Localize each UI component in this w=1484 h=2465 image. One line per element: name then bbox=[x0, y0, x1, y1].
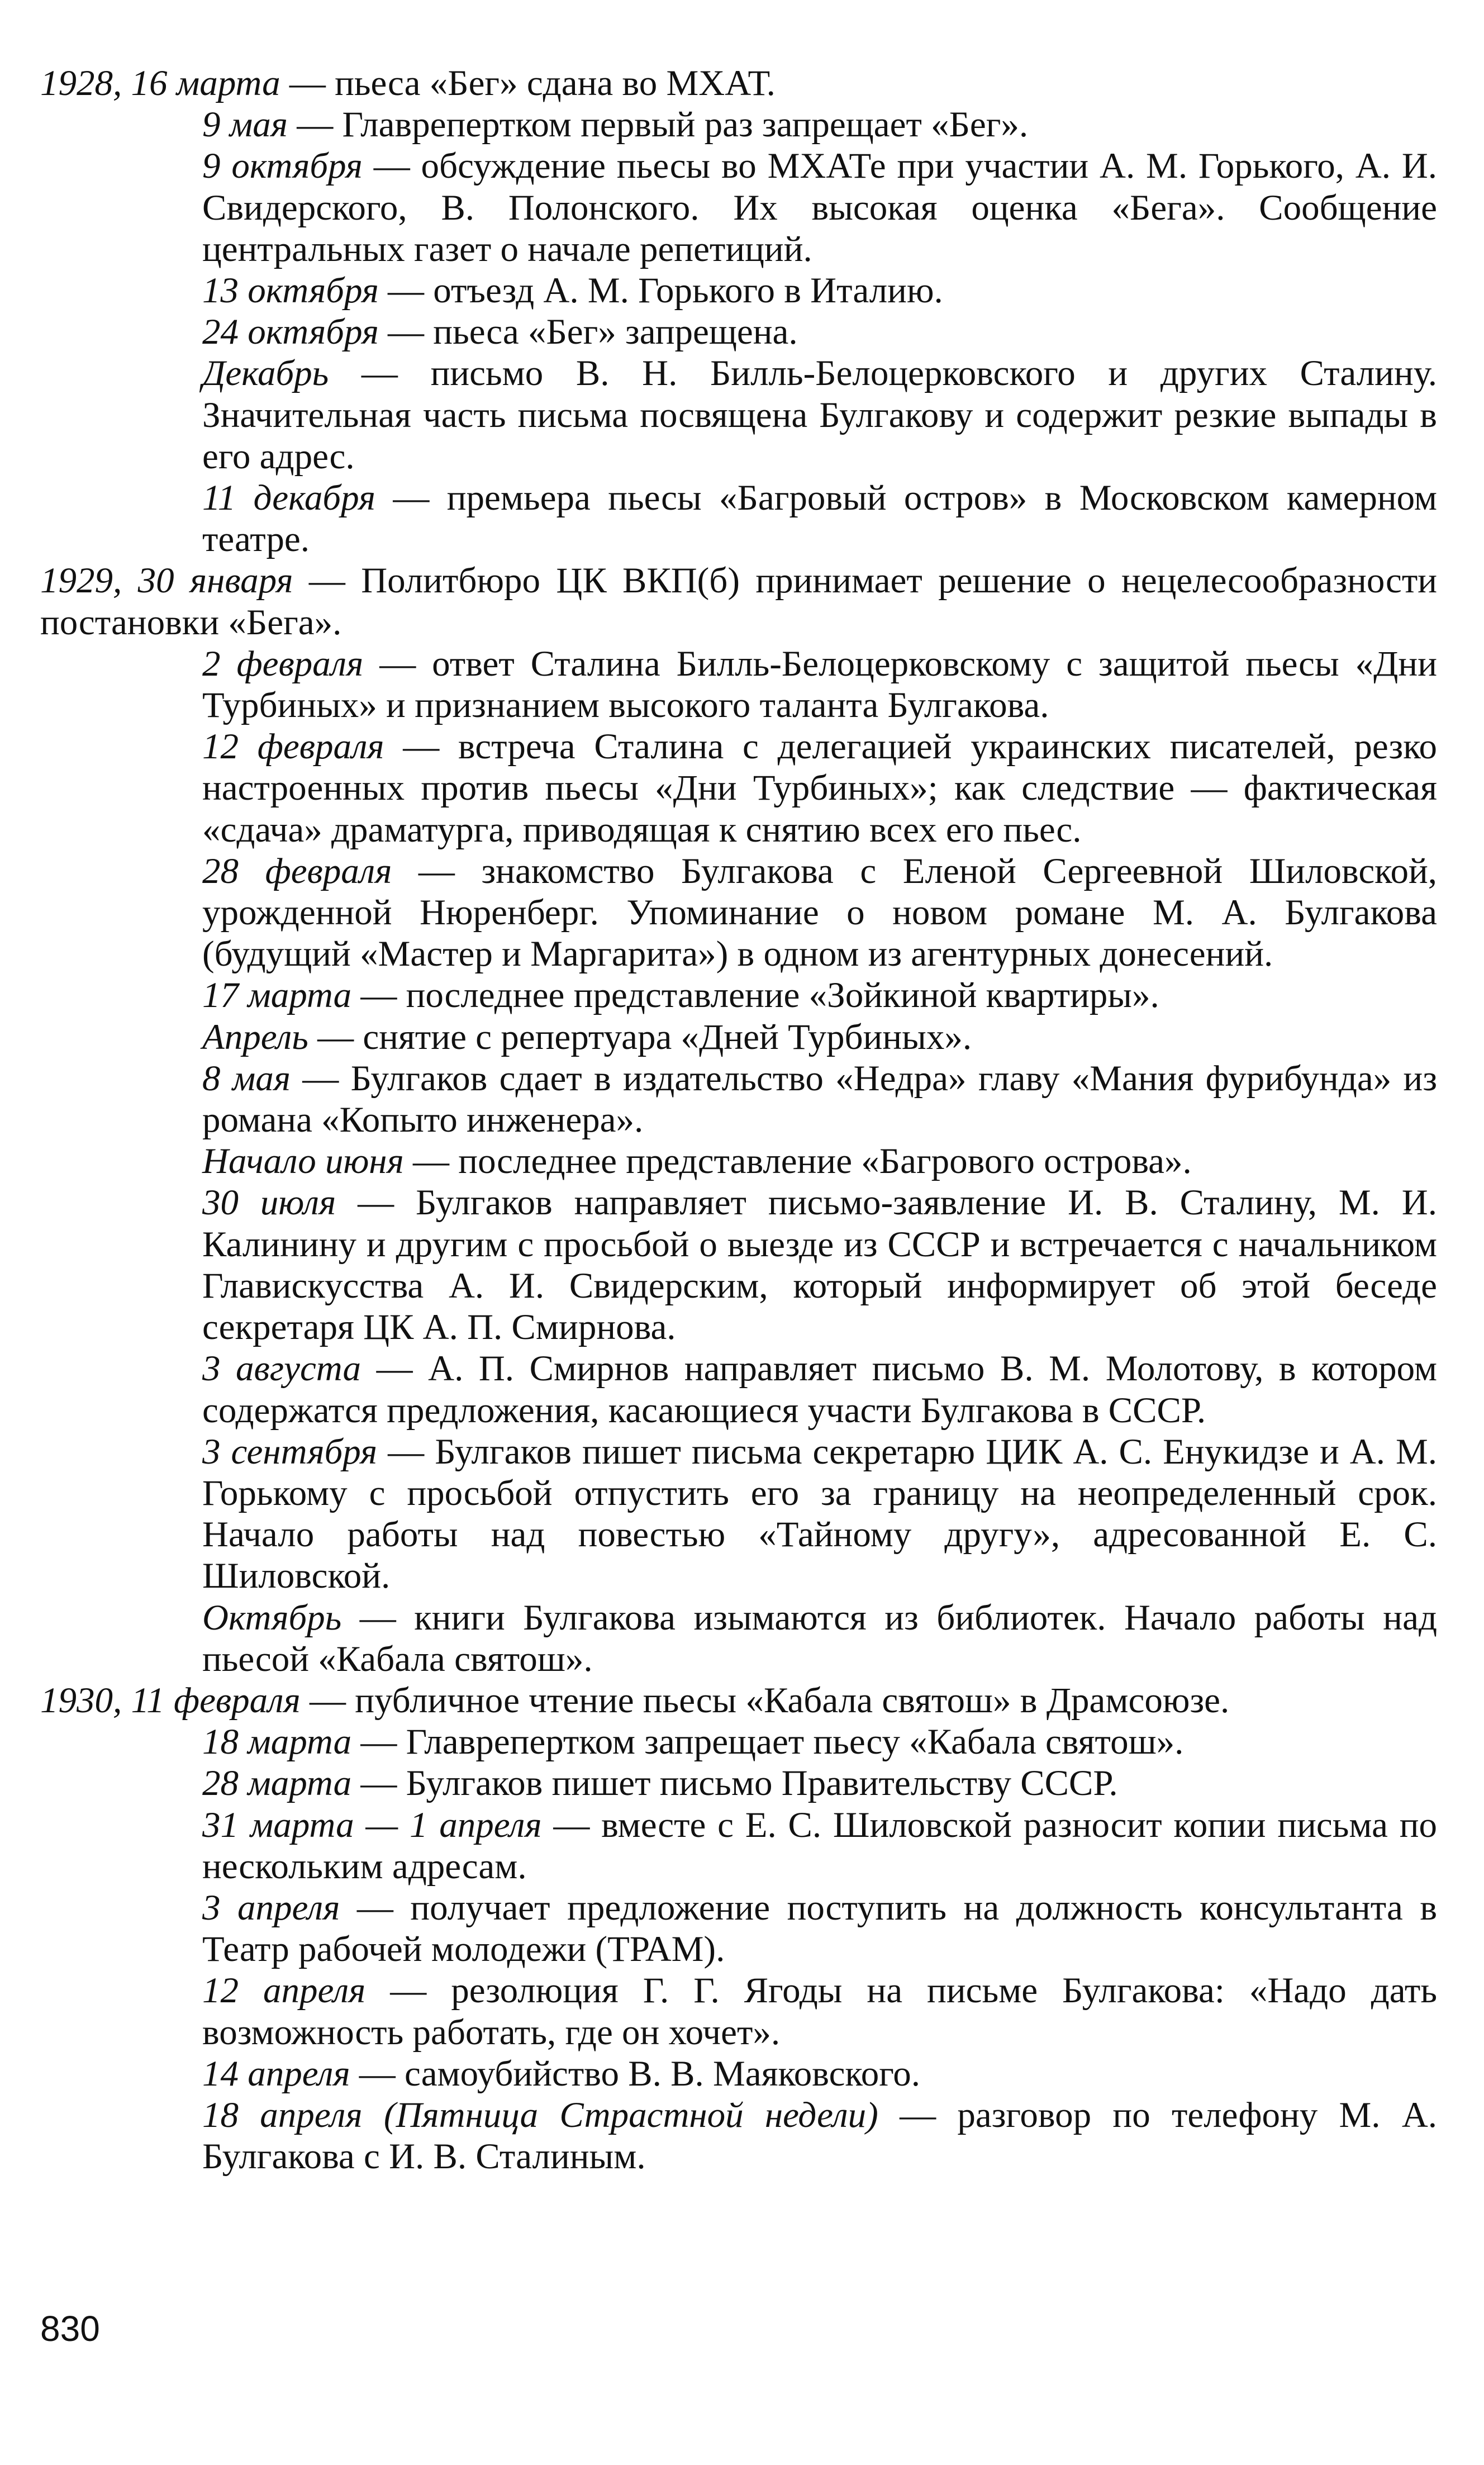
entry-date: 11 декабря bbox=[202, 478, 375, 519]
entry-text: Булгаков сдает в издательство «Недра» главу «Мания фурибунда» из романа «Копыто инженера». bbox=[202, 1058, 1437, 1141]
entry-date: Декабрь bbox=[202, 353, 329, 394]
entry-year: 1928, bbox=[40, 63, 122, 103]
chronology-entry: 11 декабря — премьера пьесы «Багровый остров» в Московском камерном театре. bbox=[202, 478, 1437, 560]
entry-text: пьеса «Бег» запрещена. bbox=[433, 312, 798, 353]
entry-text: премьера пьесы «Багровый остров» в Московском камерном театре. bbox=[202, 478, 1437, 560]
entry-date: 14 апреля bbox=[202, 2053, 350, 2094]
year-block-1929 bbox=[40, 560, 1437, 1679]
entry-date: Октябрь bbox=[202, 1597, 342, 1638]
entry-text: Политбюро ЦК ВКП(б) принимает решение о нецелесообразности постановки «Бега». bbox=[40, 561, 1438, 643]
entry-date: 17 марта bbox=[202, 975, 352, 1016]
entry-text: вместе с Е. С. Шиловской разносит копии письма по нескольким адресам. bbox=[202, 1804, 1437, 1887]
chronology-entry: 30 июля — Булгаков направляет письмо-заявление И. В. Сталину, М. И. Калинину и другим с просьбой о выезде из СССР и встречается с начальником Главискусства А. И. Свидерским, который информирует об этой беседе секретаря ЦК А. П. Смирнова. bbox=[202, 1182, 1437, 1348]
chronology-entry: 8 мая — Булгаков сдает в издательство «Недра» главу «Мания фурибунда» из романа «Копыто инженера». bbox=[202, 1058, 1437, 1141]
chronology-entry: 12 апреля — резолюция Г. Г. Ягоды на письме Булгакова: «Надо дать возможность работать, где он хочет». bbox=[202, 1970, 1437, 2053]
chronology-entry: 9 мая — Главрепертком первый раз запрещает «Бег». bbox=[202, 105, 1029, 145]
entry-text: последнее представление «Багрового острова». bbox=[458, 1141, 1192, 1182]
entry-text: Главрепертком запрещает пьесу «Кабала святош». bbox=[406, 1722, 1184, 1763]
entry-date: 28 февраля bbox=[202, 851, 392, 891]
entry-text: обсуждение пьесы во МХАТе при участии А. М. Горького, А. И. Свидерского, В. Полонского. Их высокая оценка «Бега». Сообщение центральных газет о начале репетиций. bbox=[202, 146, 1438, 269]
chronology-entry: Начало июня — последнее представление «Багрового острова». bbox=[202, 1141, 1192, 1182]
chronology-entry: 31 марта — 1 апреля — вместе с Е. С. Шиловской разносит копии письма по нескольким адресам. bbox=[202, 1804, 1437, 1887]
entry-date: 30 июля bbox=[202, 1182, 336, 1223]
chronology-entry: 24 октября — пьеса «Бег» запрещена. bbox=[202, 312, 798, 353]
entry-date: Начало июня bbox=[202, 1141, 404, 1182]
entry-date: 9 мая bbox=[202, 105, 288, 145]
chronology-entry: 3 августа — А. П. Смирнов направляет письмо В. М. Молотову, в котором содержатся предложения, касающиеся участи Булгакова в СССР. bbox=[202, 1348, 1437, 1431]
entry-text: самоубийство В. В. Маяковского. bbox=[405, 2053, 920, 2094]
entry-date: 28 марта bbox=[202, 1763, 352, 1804]
entry-year: 1929, bbox=[40, 561, 122, 601]
entry-date: 24 октября bbox=[202, 312, 379, 353]
entry-date: 3 апреля bbox=[202, 1887, 340, 1928]
entry-text: резолюция Г. Г. Ягоды на письме Булгакова: «Надо дать возможность работать, где он хочет». bbox=[202, 1970, 1437, 2053]
entry-text: последнее представление «Зойкиной квартиры». bbox=[406, 975, 1159, 1016]
chronology-entry: 28 февраля — знакомство Булгакова с Еленой Сергеевной Шиловской, урожденной Нюренберг. Упоминание о новом романе М. А. Булгакова (будущий «Мастер и Маргарита») в одном из агентурных донесений. bbox=[202, 851, 1437, 975]
entry-text: письмо В. Н. Билль-Белоцерковского и других Сталину. Значительная часть письма посвящена Булгакову и содержит резкие выпады в его адрес. bbox=[202, 353, 1438, 477]
entry-text: Главрепертком первый раз запрещает «Бег». bbox=[342, 105, 1029, 145]
entry-text: Булгаков пишет письма секретарю ЦИК А. С. Енукидзе и А. М. Горькому с просьбой отпустить его за границу на неопределенный срок. Начало работы над повестью «Тайному другу», адресованной Е. С. Шиловской. bbox=[202, 1431, 1438, 1597]
entry-text: Булгаков направляет письмо-заявление И. В. Сталину, М. И. Калинину и другим с просьбой о выезде из СССР и встречается с начальником Главискусства А. И. Свидерским, который информирует об этой беседе секретаря ЦК А. П. Смирнова. bbox=[202, 1182, 1437, 1348]
entry-date: 11 февраля bbox=[131, 1680, 301, 1721]
chronology-entry: Апрель — снятие с репертуара «Дней Турбиных». bbox=[202, 1017, 972, 1057]
entry-date: 12 февраля bbox=[202, 726, 384, 767]
entry-text: снятие с репертуара «Дней Турбиных». bbox=[363, 1017, 972, 1057]
entry-date: 9 октября bbox=[202, 146, 363, 187]
entry-date: 16 марта bbox=[131, 63, 280, 103]
entry-text: знакомство Булгакова с Еленой Сергеевной Шиловской, урожденной Нюренберг. Упоминание о новом романе М. А. Булгакова (будущий «Мастер и Маргарита») в одном из агентурных донесений. bbox=[202, 851, 1437, 975]
entry-year: 1930, bbox=[40, 1680, 122, 1721]
chronology-entry: 1929, 30 января — Политбюро ЦК ВКП(б) принимает решение о нецелесообразности постановки «Бега». bbox=[40, 561, 1438, 643]
entry-date: 13 октября bbox=[202, 270, 379, 311]
entry-date: 18 марта bbox=[202, 1722, 352, 1763]
chronology-entry: 2 февраля — ответ Сталина Билль-Белоцерковскому с защитой пьесы «Дни Турбиных» и признанием высокого таланта Булгакова. bbox=[202, 643, 1437, 726]
entry-date: 8 мая bbox=[202, 1058, 291, 1099]
entry-text: пьеса «Бег» сдана во МХАТ. bbox=[335, 63, 776, 103]
entry-text: публичное чтение пьесы «Кабала святош» в Драмсоюзе. bbox=[355, 1680, 1230, 1721]
chronology-entry: 3 апреля — получает предложение поступить на должность консультанта в Театр рабочей молодежи (ТРАМ). bbox=[202, 1887, 1438, 1970]
entry-date: 12 апреля bbox=[202, 1970, 366, 2011]
chronology-entry: 17 марта — последнее представление «Зойкиной квартиры». bbox=[202, 975, 1159, 1016]
entry-date: 18 апреля (Пятница Страстной недели) bbox=[202, 2094, 878, 2135]
chronology-entry: Октябрь — книги Булгакова изымаются из библиотек. Начало работы над пьесой «Кабала святош». bbox=[202, 1597, 1438, 1679]
year-block-1928 bbox=[40, 63, 1437, 560]
entry-date: 3 августа bbox=[202, 1348, 362, 1389]
year-block-1930 bbox=[40, 1680, 1437, 2177]
chronology-entry: Декабрь — письмо В. Н. Билль-Белоцерковского и других Сталину. Значительная часть письма посвящена Булгакову и содержит резкие выпады в его адрес. bbox=[202, 353, 1438, 477]
chronology-entry: 1930, 11 февраля — публичное чтение пьесы «Кабала святош» в Драмсоюзе. bbox=[40, 1680, 1230, 1721]
chronology-entry: 3 сентября — Булгаков пишет письма секретарю ЦИК А. С. Енукидзе и А. М. Горькому с просьбой отпустить его за границу на неопределенный срок. Начало работы над повестью «Тайному другу», адресованной Е. С. Шиловской. bbox=[202, 1431, 1438, 1597]
chronology-entry: 28 марта — Булгаков пишет письмо Правительству СССР. bbox=[202, 1763, 1118, 1804]
entry-text: ответ Сталина Билль-Белоцерковскому с защитой пьесы «Дни Турбиных» и признанием высокого таланта Булгакова. bbox=[202, 643, 1437, 726]
entry-text: встреча Сталина с делегацией украинских писателей, резко настроенных против пьесы «Дни Турбиных»; как следствие — фактическая «сдача» драматурга, приводящая к снятию всех его пьес. bbox=[202, 726, 1437, 850]
chronology-entry: 1928, 16 марта — пьеса «Бег» сдана во МХАТ. bbox=[40, 63, 776, 103]
entry-text: разговор по телефону М. А. Булгакова с И. В. Сталиным. bbox=[202, 2094, 1438, 2177]
entry-date: 30 января bbox=[137, 561, 293, 601]
entry-date: 3 сентября bbox=[202, 1431, 378, 1472]
page-number: 830 bbox=[40, 2309, 100, 2349]
chronology-page bbox=[40, 63, 1437, 2177]
entry-date: Апрель bbox=[202, 1017, 308, 1057]
entry-text: получает предложение поступить на должность консультанта в Театр рабочей молодежи (ТРАМ). bbox=[202, 1887, 1438, 1970]
entry-text: книги Булгакова изымаются из библиотек. Начало работы над пьесой «Кабала святош». bbox=[202, 1597, 1438, 1679]
chronology-entry: 18 апреля (Пятница Страстной недели) — разговор по телефону М. А. Булгакова с И. В. Сталиным. bbox=[202, 2094, 1438, 2177]
entry-date: 31 марта — 1 апреля bbox=[202, 1804, 542, 1845]
chronology-entry: 13 октября — отъезд А. М. Горького в Италию. bbox=[202, 270, 943, 311]
chronology-entry: 9 октября — обсуждение пьесы во МХАТе при участии А. М. Горького, А. И. Свидерского, В. Полонского. Их высокая оценка «Бега». Сообщение центральных газет о начале репетиций. bbox=[202, 146, 1438, 269]
entry-text: Булгаков пишет письмо Правительству СССР. bbox=[406, 1763, 1118, 1804]
chronology-entry: 18 марта — Главрепертком запрещает пьесу «Кабала святош». bbox=[202, 1722, 1184, 1763]
chronology-entry: 14 апреля — самоубийство В. В. Маяковского. bbox=[202, 2053, 920, 2094]
entry-text: А. П. Смирнов направляет письмо В. М. Молотову, в котором содержатся предложения, касающиеся участи Булгакова в СССР. bbox=[202, 1348, 1437, 1431]
chronology-entry: 12 февраля — встреча Сталина с делегацией украинских писателей, резко настроенных против пьесы «Дни Турбиных»; как следствие — фактическая «сдача» драматурга, приводящая к снятию всех его пьес. bbox=[202, 726, 1437, 850]
entry-text: отъезд А. М. Горького в Италию. bbox=[433, 270, 943, 311]
entry-date: 2 февраля bbox=[202, 643, 364, 684]
